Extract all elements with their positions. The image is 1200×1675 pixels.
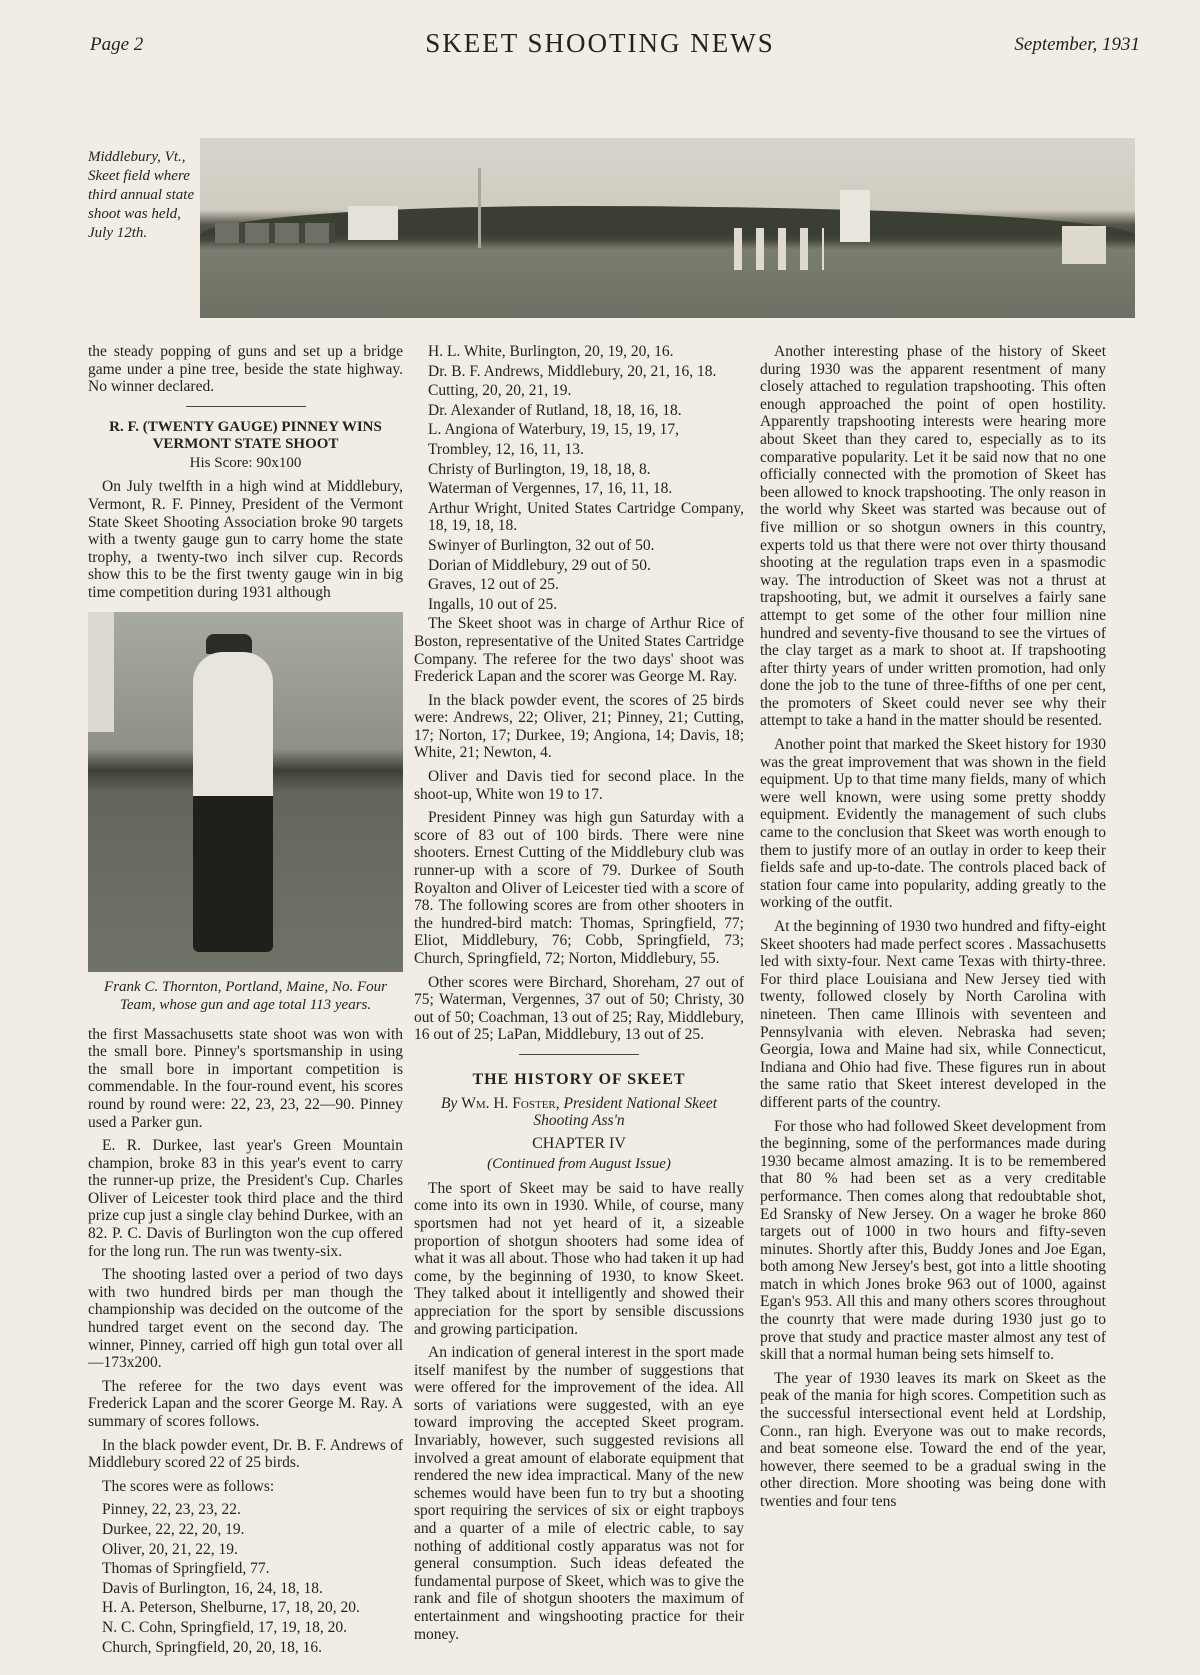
score-line: Thomas of Springfield, 77.: [102, 1560, 270, 1578]
score-line: Arthur Wright, United States Cartridge Company, 18, 19, 18, 18.: [428, 499, 744, 535]
parked-cars: [215, 223, 335, 243]
article-paragraph: For those who had followed Skeet development from the beginning, some of the performances made during 1930 became almost amazing. It is to be remembered that 80 % had been set as a very creditable performance. Then comes along that redoubtable shot, Ed Sransky of New Jersey. On a wager he broke 860 targets out of 1000 in two hours and fifty-seven minutes. Shortly after this, Buddy Jones and Joe Egan, both among New Jersey's best, got into a little shooting match in which Jones broke 963 out of 1000, against Egan's 953. All this and many others scores throughout the counrty that were made during 1930 just go to prove that study and practice master almost any test of skill that a normal human being sets himself to.: [760, 1117, 1106, 1364]
article-paragraph: the first Massachusetts state shoot was won with the small bore. Pinney's sportsmanship in using the small bore in important competition is commendable. In the four-round event, his scores round by round were: 22, 23, 23, 22—90. Pinney used a Parker gun.: [88, 1025, 403, 1131]
score-line: Dr. B. F. Andrews, Middlebury, 20, 21, 16, 18.: [428, 362, 717, 380]
issue-date: September, 1931: [1014, 34, 1140, 55]
section-divider: [186, 406, 306, 407]
shooters-group: [734, 228, 824, 270]
photo-post: [88, 612, 114, 732]
score-line: Christy of Burlington, 19, 18, 18, 8.: [428, 460, 651, 478]
thornton-portrait-photo: [88, 612, 403, 972]
continued-note: (Continued from August Issue): [487, 1156, 671, 1173]
page-number: Page 2: [90, 34, 144, 55]
page-header: [60, 28, 1140, 68]
low-house: [1062, 226, 1106, 264]
column-1: [88, 343, 403, 1658]
article-paragraph: President Pinney was high gun Saturday with a score of 83 out of 100 birds. There were nine shooters. Ernest Cutting of the Middlebury club was runner-up with a score of 79. Durkee of South Royalton and Oliver of Leicester tied with a score of 78. The following scores are from other shooters in the hundred-bird match: Thomas, Springfield, 77; Eliot, Middlebury, 76; Cobb, Springfield, 73; Church, Springfield, 72; Norton, Middlebury, 55.: [414, 809, 744, 967]
article-paragraph: The Skeet shoot was in charge of Arthur Rice of Boston, representative of the United States Cartridge Company. The referee for the two days' shoot was Frederick Lapan and the scorer was George M. Ray.: [414, 615, 744, 686]
section-divider: [519, 1054, 639, 1055]
tree-line: [200, 206, 1135, 236]
score-line: N. C. Cohn, Springfield, 17, 19, 18, 20.: [102, 1618, 347, 1636]
article-paragraph: Another interesting phase of the history of Skeet during 1930 was the apparent resentment of many closely attached to regulation trapshooting. This often enough approached the point of open hostility. Apparently trapshooting interests were hearing more about Skeet than they cared to, especially as to its comparative popularity. Let it be said now that no one officially connected with the promotion of Skeet has been allowed to knock trapshooting. The only reason in the world why Skeet was started was because out of five million or so shotgun owners in this country, experts told us that there were not over thirty thousand shooting at the regulation traps even in a spasmodic way. The introduction of Skeet was not a thrust at trapshooting, but, we admit it ourselves a fairly sane attempt to get some of the other four million nine hundred and seventy-five thousand to see the virtues of the clay target as a mark to shoot at. If trapshooting after thirty years of under written promotion, had only done the job to the tune of three-fifths of one per cent, the promoters of Skeet could never see why their attempt to take a hand in the matter should be resented.: [760, 343, 1106, 730]
score-line: Oliver, 20, 21, 22, 19.: [102, 1540, 238, 1558]
score-line: Dorian of Middlebury, 29 out of 50.: [428, 556, 651, 574]
high-house: [840, 190, 870, 242]
article-paragraph: Other scores were Birchard, Shoreham, 27 out of 75; Waterman, Vergennes, 37 out of 50; Christy, 30 out of 50; Coachman, 13 out of 25; Ray, Middlebury, 16 out of 25; LaPan, Middlebury, 13 out of 25.: [414, 973, 744, 1044]
article-paragraph: In the black powder event, Dr. B. F. Andrews of Middlebury scored 22 of 25 birds.: [88, 1436, 403, 1472]
article-paragraph: E. R. Durkee, last year's Green Mountain champion, broke 83 in this year's event to carry the runner-up prize, the President's Cup. Charles Oliver of Leicester took third place and the third prize cup just a single clay behind Durkee, with an 82. P. C. Davis of Burlington won the cup offered for the long run. The run was twenty-six.: [88, 1137, 403, 1260]
skeet-field-photo: [200, 138, 1135, 318]
article-paragraph: Oliver and Davis tied for second place. In the shoot-up, White won 19 to 17.: [414, 768, 744, 803]
score-line: Dr. Alexander of Rutland, 18, 18, 16, 18.: [428, 401, 682, 419]
article-paragraph: An indication of general interest in the sport made itself manifest by the number of suggestions that were offered for the improvement of the idea. All sorts of variations were suggested, with an eye toward improving the accepted Skeet program. Invariably, however, such suggested revisions all involved a great amount of elaborate equipment that rendered the new idea impractical. Many of the new schemes would have been fun to try but a shooting sport requiring the services of six or eight trapboys and a quarter of a mile of electric cable, to say nothing of additional costly apparatus was not for general consumption. Such ideas defeated the fundamental purpose of Skeet, which was to give the rank and file of shotgun shooters the maximum of entertainment and wingshooting practice for their money.: [414, 1344, 744, 1643]
article-paragraph: In the black powder event, the scores of 25 birds were: Andrews, 22; Oliver, 21; Pinney, 21; Cutting, 17; Norton, 17; Durkee, 19; Angiona, 14; Davis, 18; White, 21; Newton, 4.: [414, 691, 744, 762]
score-line: H. L. White, Burlington, 20, 19, 20, 16.: [428, 343, 674, 360]
score-line: Swinyer of Burlington, 32 out of 50.: [428, 536, 655, 554]
article-headline: R. F. (TWENTY GAUGE) PINNEY WINS VERMONT STATE SHOOT: [109, 418, 382, 452]
article-paragraph: On July twelfth in a high wind at Middlebury, Vermont, R. F. Pinney, President of the Vermont State Skeet Shooting Association broke 90 targets with a twenty gauge gun to carry home the state trophy, a twenty-two inch silver cup. Records show this to be the first twenty gauge win in big time competition during 1931 although: [88, 478, 403, 601]
score-line: Cutting, 20, 20, 21, 19.: [428, 382, 572, 400]
flag-pole: [478, 168, 481, 248]
score-line: Church, Springfield, 20, 20, 18, 16.: [102, 1638, 322, 1656]
photo-figure: [193, 652, 273, 952]
intro-paragraph: the steady popping of guns and set up a bridge game under a pine tree, beside the state highway. No winner declared.: [88, 343, 403, 396]
byline: [414, 1095, 744, 1129]
magazine-title: SKEET SHOOTING NEWS: [425, 28, 775, 58]
column-2: [414, 343, 744, 1649]
score-line: Davis of Burlington, 16, 24, 18, 18.: [102, 1579, 323, 1597]
clubhouse: [348, 206, 398, 240]
chapter-heading: CHAPTER IV: [532, 1134, 626, 1152]
article-subhead: His Score: 90x100: [189, 454, 302, 471]
column-3: [760, 343, 1106, 1517]
score-line: Ingalls, 10 out of 25.: [428, 595, 558, 613]
article-paragraph: The shooting lasted over a period of two days with two hundred birds per man though the championship was decided on the outcome of the hundred target event on the second day. The winner, Pinney, carried off high gun total over all—173x200.: [88, 1266, 403, 1372]
score-list: [414, 343, 744, 613]
author-name: Wm. H. Foster,: [461, 1094, 560, 1112]
score-line: Waterman of Vergennes, 17, 16, 11, 18.: [428, 480, 673, 498]
score-list: [88, 1501, 403, 1656]
article-paragraph: The year of 1930 leaves its mark on Skeet as the peak of the mania for high scores. Competition such as the successful intersectional event held at Lordship, Conn., ran high. Everyone was out to make records, and beat someone else. Toward the end of the year, however, there seemed to be a gradual swing in the other direction. More shooting was being done with twenties and four tens: [760, 1369, 1106, 1510]
author-role: President National Skeet Shooting Ass'n: [533, 1094, 718, 1129]
score-line: H. A. Peterson, Shelburne, 17, 18, 20, 20.: [102, 1599, 360, 1617]
article-paragraph: Another point that marked the Skeet history for 1930 was the great improvement that was shown in the field equipment. Up to that time many fields, many of which were well known, were using some pretty shoddy equipment. Evidently the management of such clubs came to the conclusion that Skeet was worth enough to them to justify more of an outlay in order to keep their fields safe and up-to-date. The controls placed back of station four came into popularity, adding greatly to the working of the outfit.: [760, 736, 1106, 912]
portrait-caption: Frank C. Thornton, Portland, Maine, No. Four Team, whose gun and age total 113 years.: [104, 978, 387, 1013]
photo-hat: [206, 634, 252, 654]
article-paragraph: At the beginning of 1930 two hundred and fifty-eight Skeet shooters had made perfect scores . Massachusetts led with sixty-four. Next came Texas with thirty-three. For third place Louisiana and New Jersey tied with twenty, followed closely by North Carolina with nineteen. Then came Illinois with seventeen and Pennsylvania with eleven. Nebraska had seven; Georgia, Iowa and Maine had six, while Connecticut, Indiana and Ohio had five. These figures run in about the same ratio that Skeet interest developed in the different parts of the country.: [760, 918, 1106, 1111]
field-photo-caption: Middlebury, Vt., Skeet field where third annual state shoot was held, July 12th.: [88, 149, 195, 241]
history-headline: THE HISTORY OF SKEET: [472, 1070, 686, 1088]
article-paragraph: The sport of Skeet may be said to have really come into its own in 1930. While, of course, many sportsmen had not yet heard of it, a sizeable proportion of shotgun shooters had some idea of what it was all about. Those who had taken it up had come, by the beginning of 1930, to know Skeet. They talked about it intelligently and showed their appreciation for the sport by sensible discussions and growing participation.: [414, 1179, 744, 1338]
score-line: Durkee, 22, 22, 20, 19.: [102, 1520, 245, 1538]
byline-by: By: [440, 1094, 458, 1112]
score-line: L. Angiona of Waterbury, 19, 15, 19, 17,: [428, 421, 680, 439]
score-line: Trombley, 12, 16, 11, 13.: [428, 440, 584, 458]
score-line: Pinney, 22, 23, 23, 22.: [102, 1501, 241, 1519]
article-paragraph: The scores were as follows:: [102, 1477, 275, 1495]
score-line: Graves, 12 out of 25.: [428, 576, 559, 594]
article-paragraph: The referee for the two days event was Frederick Lapan and the scorer George M. Ray. A summary of scores follows.: [88, 1377, 403, 1430]
